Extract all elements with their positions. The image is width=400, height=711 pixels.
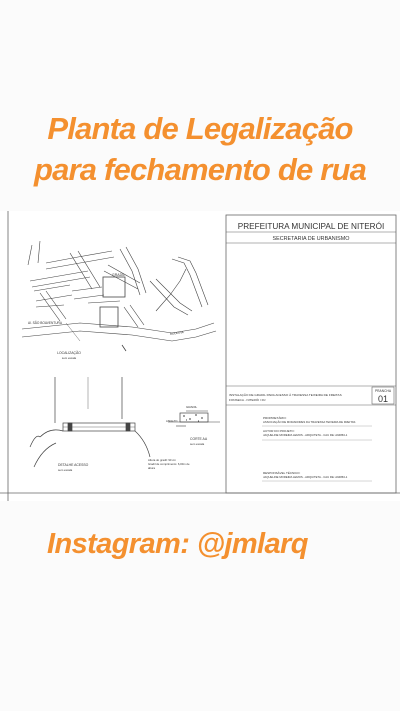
access-caption: DETALHE ACESSO bbox=[58, 463, 89, 467]
tech-value: JAQUELINE MOREIRA LEMOS - ARQUITETA - CAU RE: A94863-1 bbox=[263, 475, 348, 479]
location-caption: LOCALIZAÇÃO bbox=[57, 351, 81, 355]
location-map bbox=[22, 241, 216, 351]
office-name: PREFEITURA MUNICIPAL DE NITERÓI bbox=[237, 222, 385, 231]
headline-line-2: para fechamento de rua bbox=[33, 152, 367, 187]
sheet-frame bbox=[0, 211, 400, 501]
access-scale: sem escala bbox=[58, 468, 73, 472]
sheet-label: PRANCHA bbox=[374, 389, 392, 393]
street-main-label: Al. SÃO BOAVENTURA bbox=[28, 321, 62, 325]
map-labels bbox=[28, 273, 184, 360]
tech-label: RESPONSÁVEL TÉCNICO: bbox=[263, 471, 301, 475]
project-location: FONSECA - NITERÓI / RJ bbox=[229, 398, 266, 402]
title-block bbox=[226, 221, 396, 481]
architectural-drawing-sheet bbox=[0, 211, 400, 501]
owner-label: PROPRIETÁRIO: bbox=[263, 416, 287, 420]
section-scale: sem escala bbox=[190, 442, 205, 446]
headline-line-1: Planta de Legalização bbox=[47, 111, 353, 146]
author-value: JAQUELINE MOREIRA LEMOS - ARQUITETA - CAU RE: A94863-1 bbox=[263, 433, 348, 437]
author-label: AUTOR DO PROJETO: bbox=[263, 429, 295, 433]
department-name: SECRETARIA DE URBANISMO bbox=[272, 236, 350, 242]
project-description: INSTALAÇÃO DE GRADIL PARA ACESSO À TRAVESSA TEIXEIRA DE FREITAS bbox=[229, 393, 342, 397]
asphalt-label: ASFALTO bbox=[166, 420, 178, 423]
section-aa bbox=[166, 405, 220, 426]
instagram-handle: Instagram: @jmlarq bbox=[47, 528, 308, 560]
gate-map-label: GRADIL bbox=[112, 273, 126, 277]
location-scale: sem escala bbox=[61, 356, 77, 360]
access-detail bbox=[30, 377, 150, 467]
gate-note-line-3: altura bbox=[148, 466, 155, 470]
owner-value: ASSOCIAÇÃO DE MORADORES DA TRAVESSA TEIXEIRA DE FREITAS bbox=[263, 420, 356, 424]
section-caption: CORTE AA bbox=[190, 437, 208, 441]
sheet-number: 01 bbox=[377, 394, 389, 404]
road-label: RODOVIA bbox=[169, 330, 184, 336]
gate-note-line-2: Gradil de comprimento: 6,00m de bbox=[148, 462, 190, 466]
section-gate-label: GRADIL bbox=[186, 405, 198, 409]
gate-note-line-1: Altura do gradil: 90 cm bbox=[148, 458, 176, 462]
